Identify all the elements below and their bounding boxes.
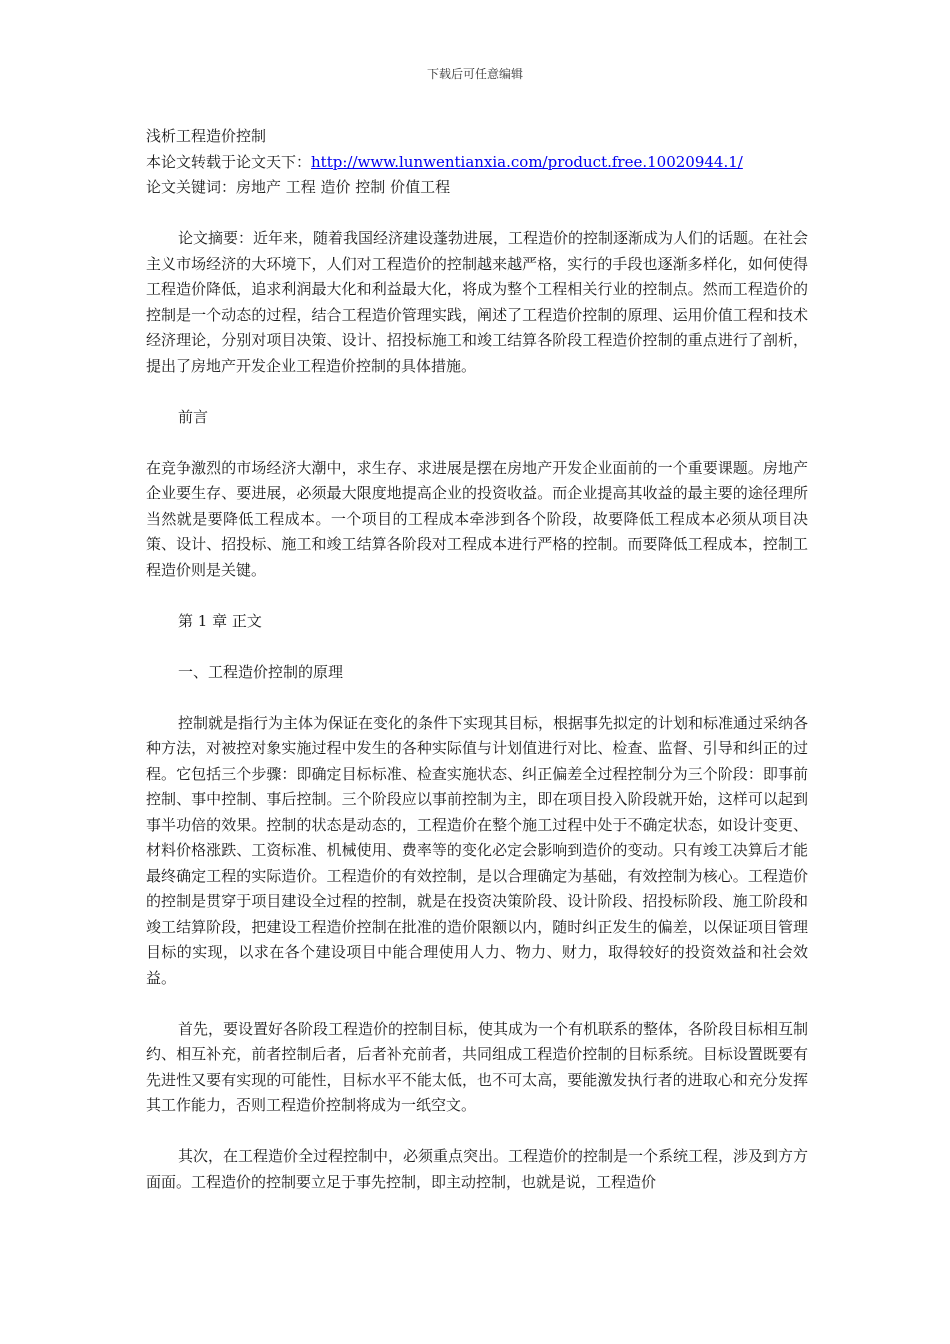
abstract-paragraph: 论文摘要：近年来，随着我国经济建设蓬勃进展，工程造价的控制逐渐成为人们的话题。在社会主义市场经济的大环境下，人们对工程造价的控制越来越严格，实行的手段也逐渐多样化，如何使得工程造价降低，追求利润最大化和利益最大化，将成为整个工程相关行业的控制点。然而工程造价的控制是一个动态的过程，结合工程造价管理实践，阐述了工程造价控制的原理、运用价值工程和技术经济理论，分别对项目决策、设计、招投标施工和竣工结算各阶段工程造价控制的重点进行了剖析，提出了房地产开发企业工程造价控制的具体措施。 [146,229,809,375]
body-paragraph-3: 其次，在工程造价全过程控制中，必须重点突出。工程造价的控制是一个系统工程，涉及到方方面面。工程造价的控制要立足于事先控制，即主动控制，也就是说，工程造价 [146,1147,809,1191]
document-title: 浅析工程造价控制 [146,127,267,145]
body-paragraph-1: 控制就是指行为主体为保证在变化的条件下实现其目标，根据事先拟定的计划和标准通过采纳各种方法，对被控对象实施过程中发生的各种实际值与计划值进行对比、检查、监督、引导和纠正的过程。它包括三个步骤：即确定目标标准、检查实施状态、纠正偏差全过程控制分为三个阶段：即事前控制、事中控制、事后控制。三个阶段应以事前控制为主，即在项目投入阶段就开始，这样可以起到事半功倍的效果。控制的状态是动态的，工程造价在整个施工过程中处于不确定状态，如设计变更、材料价格涨跌、工资标准、机械使用、费率等的变化必定会影响到造价的变动。只有竣工决算后才能最终确定工程的实际造价。工程造价的有效控制，是以合理确定为基础，有效控制为核心。工程造价的控制是贯穿于项目建设全过程的控制，就是在投资决策阶段、设计阶段、招投标阶段、施工阶段和竣工结算阶段，把建设工程造价控制在批准的造价限额以内，随时纠正发生的偏差，以保证项目管理目标的实现，以求在各个建设项目中能合理使用人力、物力、财力，取得较好的投资效益和社会效益。 [146,713,809,987]
chapter-heading: 第 1 章 正文 [178,611,262,630]
source-link[interactable]: http://www.lunwentianxia.com/product.free.10020944.1/ [311,152,743,171]
document-body [146,124,808,1195]
source-prefix: 本论文转载于论文天下： [146,152,312,171]
section-heading: 一、工程造价控制的原理 [178,662,344,681]
body-paragraph-2: 首先，要设置好各阶段工程造价的控制目标，使其成为一个有机联系的整体，各阶段目标相互制约、相互补充，前者控制后者，后者补充前者，共同组成工程造价控制的目标系统。目标设置既要有先进性又要有实现的可能性，目标水平不能太低，也不可太高，要能激发执行者的进取心和充分发挥其工作能力，否则工程造价控制将成为一纸空文。 [146,1019,809,1114]
source-line [146,150,808,176]
preface-paragraph: 在竞争激烈的市场经济大潮中，求生存、求进展是摆在房地产开发企业面前的一个重要课题。房地产企业要生存、要进展，必须最大限度地提高企业的投资收益。而企业提高其收益的最主要的途径理所当然就是要降低工程成本。一个项目的工程成本牵涉到各个阶段，故要降低工程成本必须从项目决策、设计、招投标、施工和竣工结算各阶段对工程成本进行严格的控制。而要降低工程成本，控制工程造价则是关键。 [146,458,808,579]
preface-heading: 前言 [178,407,209,426]
keywords-line: 论文关键词：房地产 工程 造价 控制 价值工程 [146,178,451,196]
page-header-note: 下载后可任意编辑 [426,67,523,81]
